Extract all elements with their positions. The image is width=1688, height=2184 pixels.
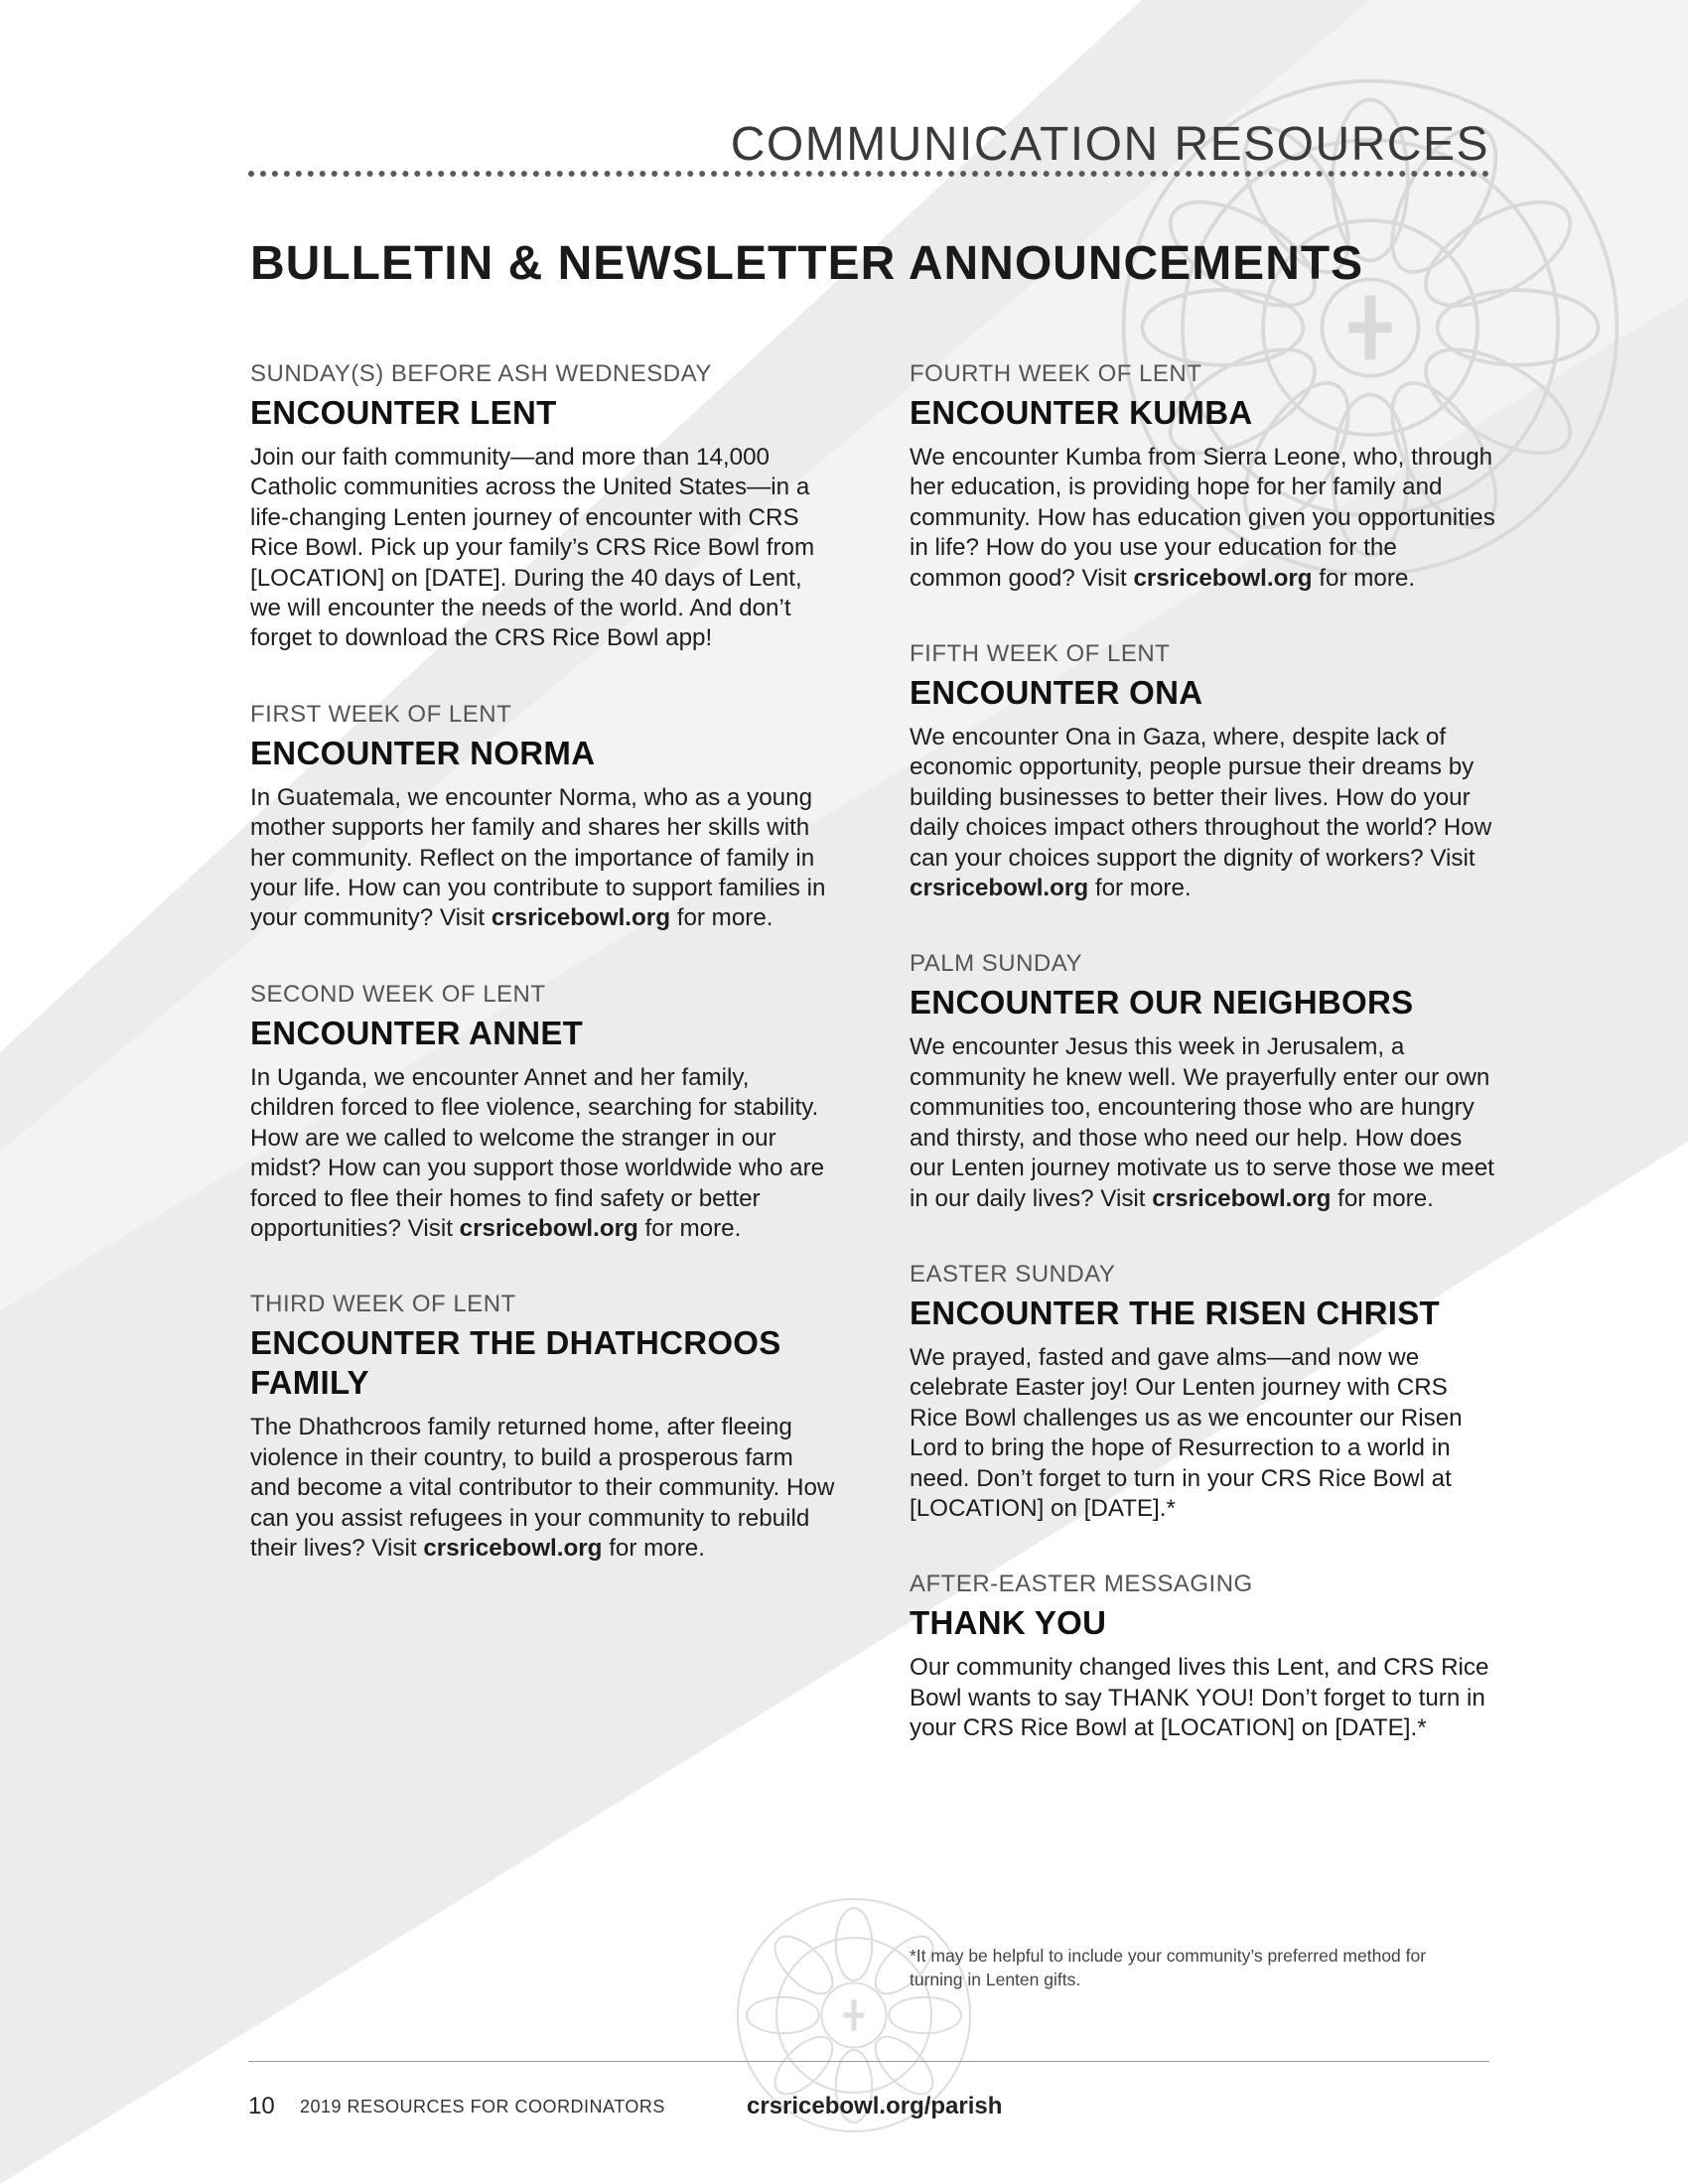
footer-url-link[interactable]: crsricebowl.org/parish xyxy=(747,2093,1003,2119)
body-text: We encounter Kumba from Sierra Leone, who, through her education, is providing hope for her family and community. How has education given you opportunities in life? How do you use your education for the common good? Visit xyxy=(910,444,1495,592)
body-text: We encounter Jesus this week in Jerusalem, a community he knew well. We prayerfully enter our own communities too, encountering those who are hungry and thirsty, and those who need our help. How does our Lenten journey motivate us to serve those we meet in our daily lives? Visit xyxy=(910,1033,1494,1212)
announcement-kicker: FIFTH WEEK OF LENT xyxy=(910,640,1171,668)
page-title: BULLETIN & NEWSLETTER ANNOUNCEMENTS xyxy=(250,237,1364,290)
right-column xyxy=(910,359,1495,1790)
announcement-block xyxy=(910,639,1495,903)
announcement-heading: ENCOUNTER NORMA xyxy=(250,734,596,771)
website-link[interactable]: crsricebowl.org xyxy=(1133,564,1313,592)
announcement-heading: ENCOUNTER THE RISEN CHRIST xyxy=(910,1294,1440,1331)
announcement-heading: ENCOUNTER ANNET xyxy=(250,1014,584,1051)
body-text: In Guatemala, we encounter Norma, who as a young mother supports her family and shares her skills with her community. Reflect on the importance of family in your life. How can you contribute to support families in your community? Visit xyxy=(250,783,826,932)
announcement-kicker: AFTER-EASTER MESSAGING xyxy=(910,1570,1253,1598)
body-text: Our community changed lives this Lent, and CRS Rice Bowl wants to say THANK YOU! Don’t forget to turn in your CRS Rice Bowl at [LOCATION] on [DATE].* xyxy=(910,1654,1489,1742)
section-title: COMMUNICATION RESOURCES xyxy=(730,118,1489,171)
body-suffix: for more. xyxy=(644,1214,742,1242)
announcement-body xyxy=(250,1413,836,1564)
announcement-kicker: SUNDAY(S) BEFORE ASH WEDNESDAY xyxy=(250,360,712,387)
announcement-body xyxy=(250,443,836,654)
announcement-heading: ENCOUNTER ONA xyxy=(910,674,1203,712)
announcement-kicker: FIRST WEEK OF LENT xyxy=(250,700,512,728)
announcement-body xyxy=(910,443,1495,594)
body-text: We encounter Ona in Gaza, where, despite lack of economic opportunity, people pursue their dreams by building businesses to better their lives. How do your daily choices impact others throughout the world? How can your choices support the dignity of workers? Visit xyxy=(910,724,1492,872)
body-suffix: for more. xyxy=(1319,564,1416,592)
announcement-block xyxy=(250,980,836,1244)
announcement-block xyxy=(910,359,1495,594)
body-text: The Dhathcroos family returned home, after fleeing violence in their country, to build a prosperous farm and become a vital contributor to their community. How can you assist refugees in your community to rebuild their lives? Visit xyxy=(250,1414,835,1562)
announcement-block xyxy=(910,1260,1495,1524)
announcement-heading: ENCOUNTER LENT xyxy=(250,394,557,431)
announcement-kicker: EASTER SUNDAY xyxy=(910,1260,1116,1288)
announcement-block xyxy=(250,359,836,654)
website-link[interactable]: crsricebowl.org xyxy=(459,1214,638,1242)
announcement-body xyxy=(910,1032,1495,1213)
announcement-kicker: FOURTH WEEK OF LENT xyxy=(910,360,1202,387)
body-suffix: for more. xyxy=(1094,875,1192,902)
announcement-block xyxy=(250,1290,836,1564)
announcement-block xyxy=(910,1570,1495,1743)
announcement-body xyxy=(250,783,836,934)
announcement-kicker: THIRD WEEK OF LENT xyxy=(250,1291,516,1318)
body-text: Join our faith community—and more than 14,000 Catholic communities across the United States—in a life-changing Lenten journey of encounter with CRS Rice Bowl. Pick up your family’s CRS Rice Bowl from [LOCATION] on [DATE]. During the 40 days of Lent, we will encounter the needs of the world. And don’t forget to download the CRS Rice Bowl app! xyxy=(250,444,815,652)
footnote: *It may be helpful to include your community’s preferred method for turning in Lenten gifts. xyxy=(910,1946,1427,1989)
announcement-heading: ENCOUNTER THE DHATHCROOS FAMILY xyxy=(250,1324,781,1402)
footer-rule xyxy=(248,2061,1489,2062)
body-text: We prayed, fasted and gave alms—and now we celebrate Easter joy! Our Lenten journey with CRS Rice Bowl challenges us as we encounter our Risen Lord to bring the hope of Resurrection to a world in need. Don’t forget to turn in your CRS Rice Bowl at [LOCATION] on [DATE].* xyxy=(910,1343,1463,1522)
announcement-body xyxy=(910,723,1495,903)
announcement-body xyxy=(910,1653,1495,1743)
announcement-kicker: SECOND WEEK OF LENT xyxy=(250,980,546,1008)
announcement-kicker: PALM SUNDAY xyxy=(910,950,1082,978)
website-link[interactable]: crsricebowl.org xyxy=(423,1534,603,1562)
website-link[interactable]: crsricebowl.org xyxy=(1152,1184,1332,1212)
announcement-block xyxy=(250,700,836,934)
website-link[interactable]: crsricebowl.org xyxy=(910,875,1089,902)
announcement-heading: ENCOUNTER KUMBA xyxy=(910,394,1253,431)
announcement-heading: THANK YOU xyxy=(910,1604,1107,1642)
body-suffix: for more. xyxy=(1337,1184,1434,1212)
website-link[interactable]: crsricebowl.org xyxy=(491,904,670,932)
announcement-heading: ENCOUNTER OUR NEIGHBORS xyxy=(910,984,1414,1022)
body-suffix: for more. xyxy=(609,1534,705,1562)
page-number: 10 xyxy=(248,2093,275,2119)
footer-publication-title: 2019 RESOURCES FOR COORDINATORS xyxy=(300,2097,665,2116)
announcement-body xyxy=(910,1343,1495,1524)
body-text: In Uganda, we encounter Annet and her family, children forced to flee violence, searching for stability. How are we called to welcome the stranger in our midst? How can you support those worldwide who are forced to flee their homes to find safety or better opportunities? Visit xyxy=(250,1063,825,1242)
header-dotted-rule xyxy=(248,171,1489,177)
announcement-body xyxy=(250,1063,836,1244)
left-column xyxy=(250,359,836,1609)
body-suffix: for more. xyxy=(676,904,774,932)
announcement-block xyxy=(910,949,1495,1213)
